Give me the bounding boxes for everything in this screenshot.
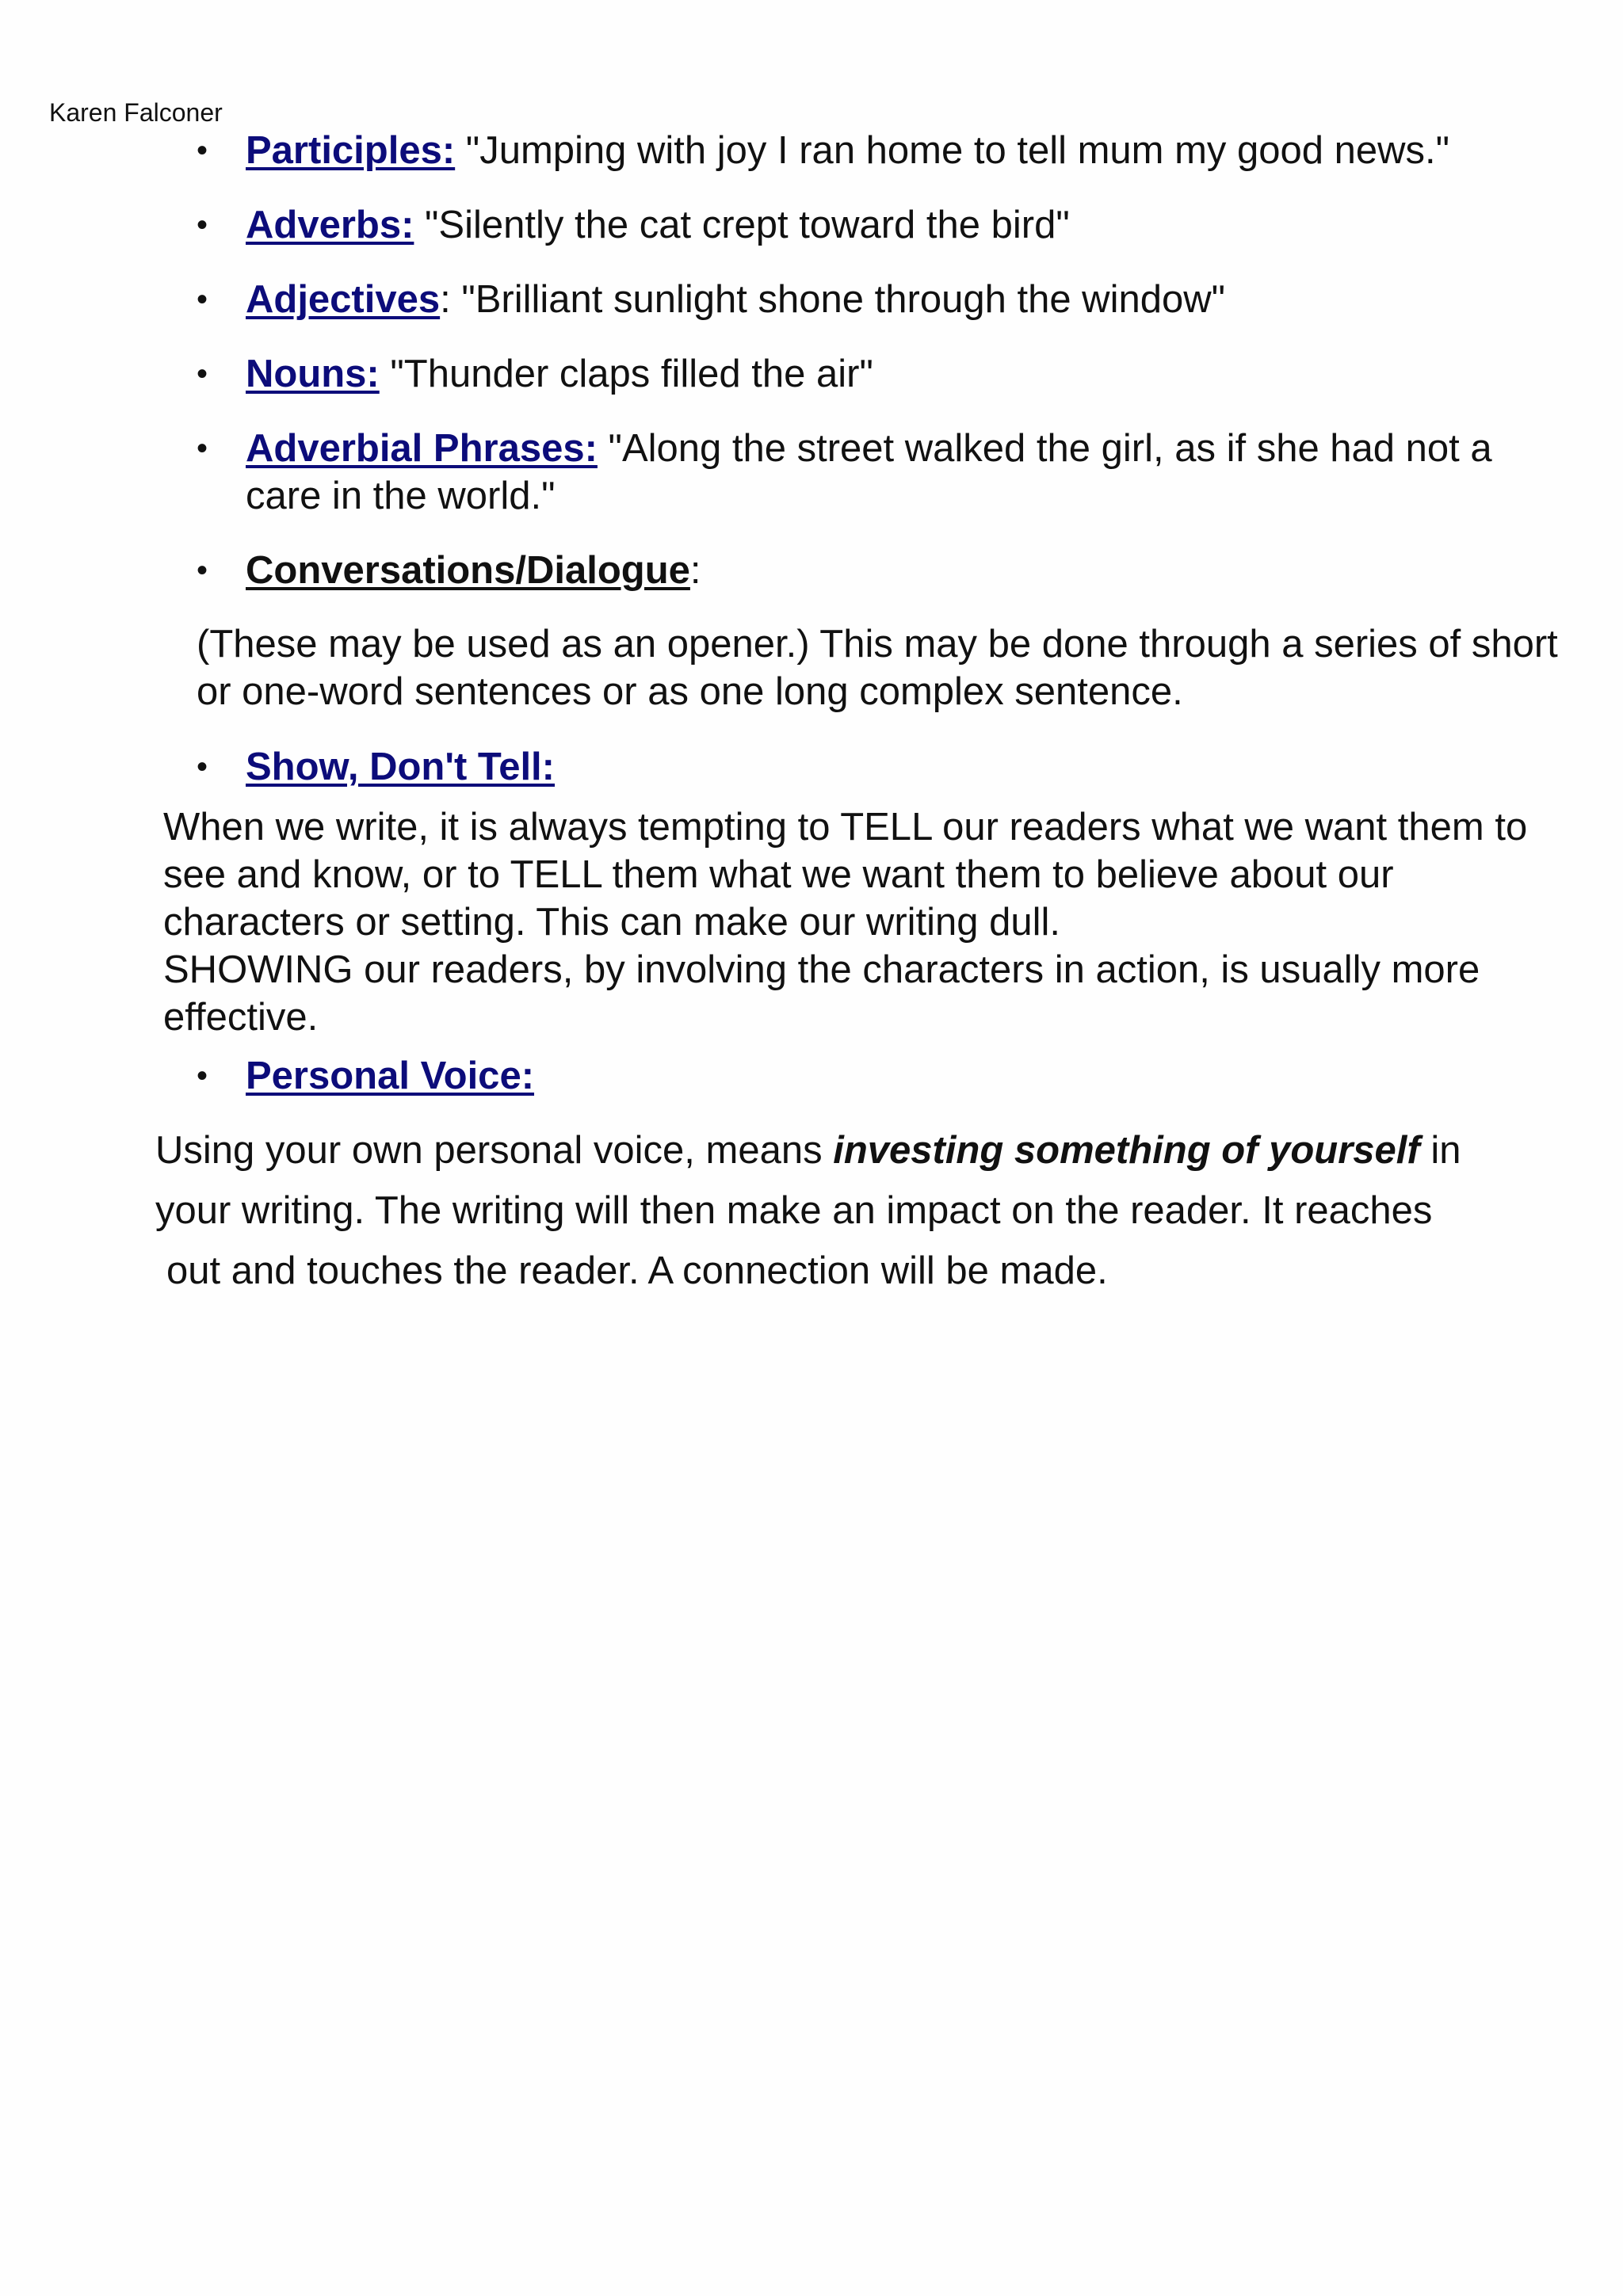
personal-voice-line-2: your writing. The writing will then make an impact on the reader. It reaches bbox=[155, 1189, 1433, 1232]
term-link-personal-voice[interactable]: Personal Voice: bbox=[246, 1055, 535, 1097]
term-link-adverbial-phrases[interactable]: Adverbial Phrases: bbox=[246, 427, 598, 470]
personal-voice-text: Using your own personal voice, means bbox=[155, 1129, 834, 1172]
example-text: "Jumping with joy I ran home to tell mum my good news." bbox=[465, 129, 1450, 172]
term-link-participles[interactable]: Participles: bbox=[246, 129, 456, 172]
list-item-adverbs bbox=[197, 201, 1577, 249]
term-separator bbox=[598, 427, 609, 470]
term-link-nouns[interactable]: Nouns: bbox=[246, 353, 380, 395]
example-text: "Along the street walked the girl, as if she had not a care in the world." bbox=[246, 427, 1492, 517]
personal-voice-line-1 bbox=[155, 1120, 1582, 1180]
show-dont-tell-paragraph-1: When we write, it is always tempting to TELL our readers what we want them to see and know, or to TELL them what we want them to believe about our characters or setting. This can make our writing dull. bbox=[163, 806, 1528, 944]
term-separator bbox=[455, 129, 466, 172]
term-link-adjectives[interactable]: Adjectives bbox=[246, 278, 441, 321]
author-name: Karen Falconer bbox=[49, 98, 223, 127]
example-text: "Thunder claps filled the air" bbox=[390, 353, 873, 395]
bullet-icon: • bbox=[197, 208, 208, 242]
term-separator: : bbox=[440, 278, 462, 321]
bullet-icon: • bbox=[197, 1058, 208, 1093]
conversations-note bbox=[197, 620, 1575, 715]
bullet-icon: • bbox=[197, 282, 208, 317]
show-dont-tell-paragraph-2: SHOWING our readers, by involving the characters in action, is usually more effective. bbox=[163, 948, 1480, 1039]
personal-voice-text: in bbox=[1419, 1129, 1461, 1172]
list-item-conversations bbox=[197, 547, 1577, 594]
conversations-note-text: (These may be used as an opener.) This may be done through a series of short or one-word sentences or as one long complex sentence. bbox=[197, 623, 1558, 713]
term-separator: : bbox=[689, 549, 701, 592]
list-item-participles bbox=[197, 127, 1577, 174]
example-text: "Brilliant sunlight shone through the window" bbox=[461, 278, 1225, 321]
show-dont-tell-body bbox=[163, 803, 1582, 1041]
list-item-adjectives bbox=[197, 276, 1577, 323]
bullet-icon: • bbox=[197, 553, 208, 588]
list-item-adverbial-phrases bbox=[197, 425, 1577, 520]
term-link-adverbs[interactable]: Adverbs: bbox=[246, 204, 414, 246]
personal-voice-line-3: out and touches the reader. A connection will be made. bbox=[166, 1249, 1108, 1292]
list-item-personal-voice bbox=[197, 1052, 1577, 1100]
term-separator bbox=[414, 204, 425, 246]
term-link-show-dont-tell[interactable]: Show, Don't Tell: bbox=[246, 746, 555, 788]
personal-voice-emphasis: investing something of yourself bbox=[833, 1129, 1420, 1172]
term-conversations-dialogue: Conversations/Dialogue bbox=[246, 549, 690, 592]
example-text: "Silently the cat crept toward the bird" bbox=[425, 204, 1070, 246]
bullet-icon: • bbox=[197, 431, 208, 466]
term-separator bbox=[380, 353, 391, 395]
list-item-show-dont-tell bbox=[197, 743, 1577, 791]
list-item-nouns bbox=[197, 350, 1577, 398]
bullet-icon: • bbox=[197, 133, 208, 168]
personal-voice-body bbox=[155, 1120, 1582, 1301]
bullet-icon: • bbox=[197, 749, 208, 784]
bullet-icon: • bbox=[197, 357, 208, 391]
